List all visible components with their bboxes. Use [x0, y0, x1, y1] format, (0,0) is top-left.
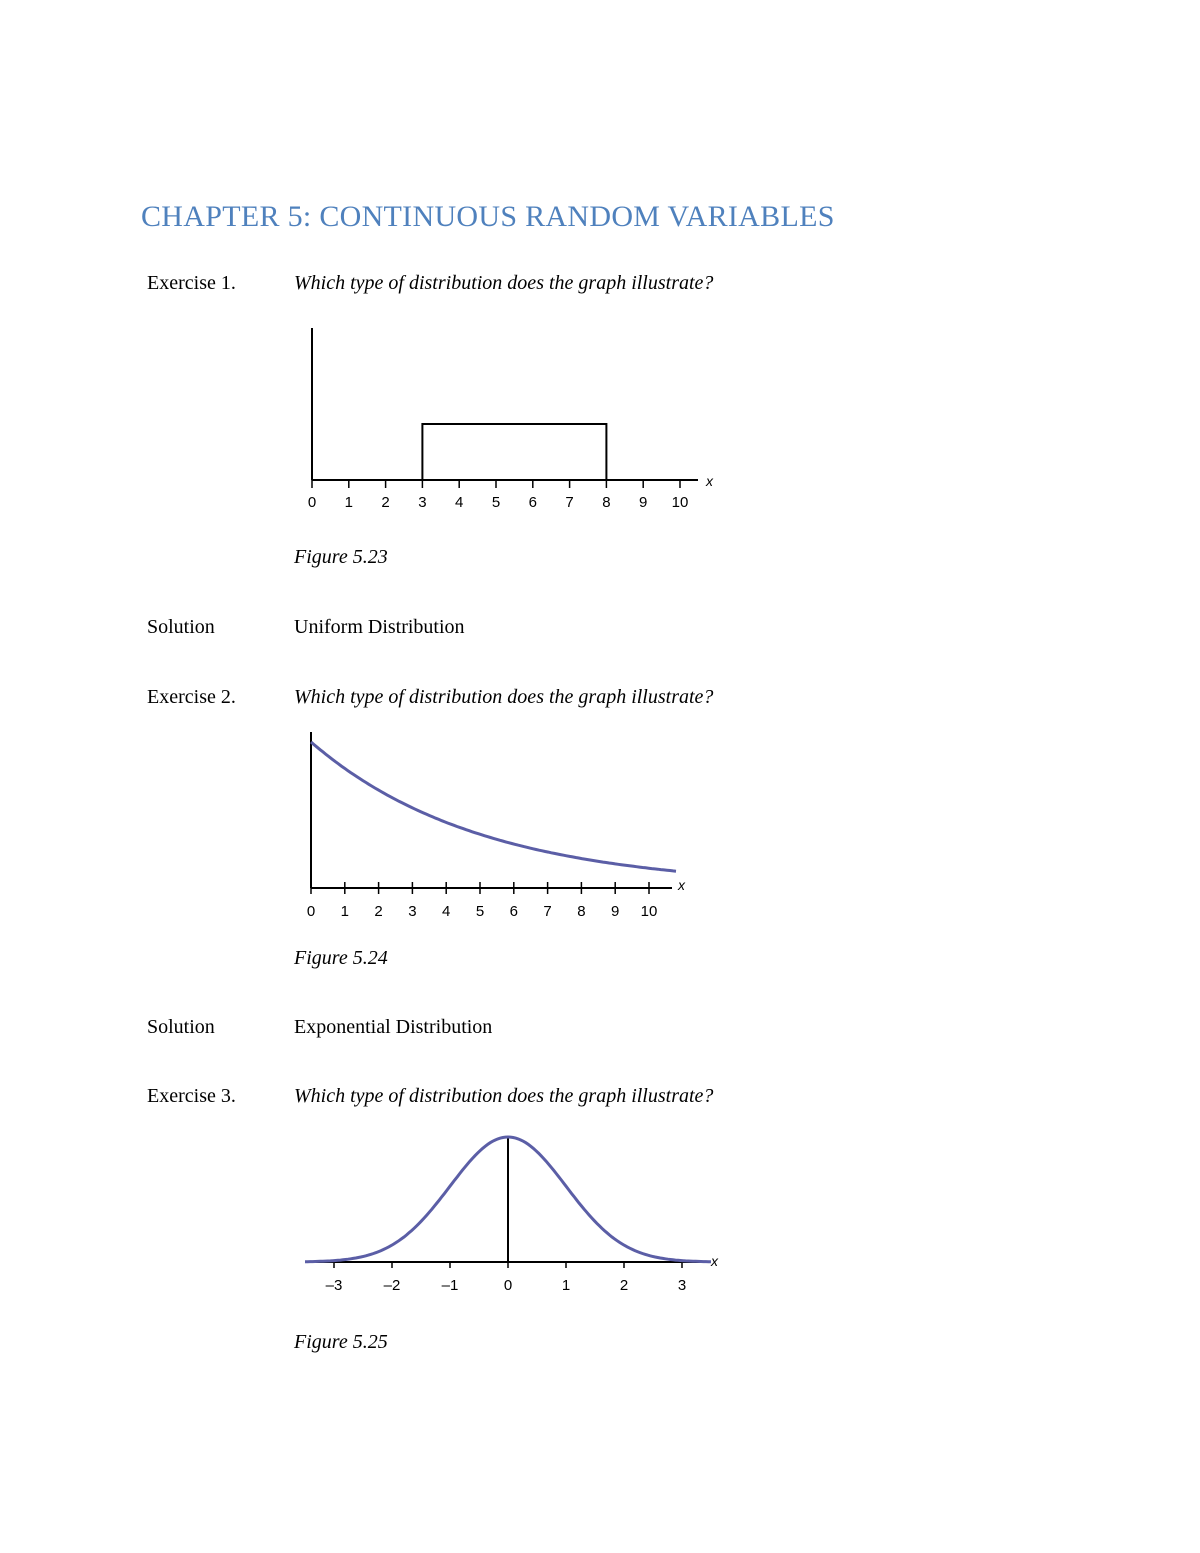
- x-tick-label: 5: [475, 903, 485, 920]
- x-axis-label: x: [706, 473, 713, 489]
- chapter-heading: CHAPTER 5: CONTINUOUS RANDOM VARIABLES: [141, 200, 835, 233]
- x-tick-label: 2: [381, 494, 390, 511]
- x-tick-label: 3: [408, 903, 417, 920]
- x-tick-label: –3: [325, 1277, 343, 1294]
- figure-5-25-normal-chart: [290, 1126, 730, 1306]
- x-tick-label: 0: [307, 494, 317, 511]
- x-tick-label: 10: [671, 494, 689, 511]
- exponential-density-curve: [311, 742, 676, 871]
- x-tick-label: 9: [611, 903, 620, 920]
- x-axis-tick-labels: [307, 903, 658, 920]
- x-tick-label: 0: [503, 1277, 513, 1294]
- x-tick-label: 2: [374, 903, 383, 920]
- x-tick-label: –1: [441, 1277, 459, 1294]
- exercise-2-question: Which type of distribution does the graph illustrate?: [294, 686, 714, 708]
- x-tick-label: 2: [619, 1277, 629, 1294]
- x-axis-tick-labels: [308, 494, 689, 511]
- x-tick-label: 5: [491, 494, 501, 511]
- solution-2-answer: Exponential Distribution: [294, 1016, 493, 1038]
- x-tick-label: 4: [455, 494, 464, 511]
- x-tick-label: 1: [344, 494, 353, 511]
- x-tick-label: 4: [442, 903, 451, 920]
- figure-5-24-exponential-chart: [290, 726, 730, 926]
- x-tick-label: 8: [602, 494, 611, 511]
- solution-1-answer: Uniform Distribution: [294, 616, 465, 638]
- x-tick-label: 1: [561, 1277, 571, 1294]
- x-tick-label: 7: [565, 494, 574, 511]
- x-tick-label: –2: [383, 1277, 401, 1294]
- x-tick-label: 3: [677, 1277, 687, 1294]
- figure-5-23-caption: Figure 5.23: [294, 546, 388, 568]
- x-tick-label: 3: [418, 494, 427, 511]
- figure-5-23-uniform-chart: [290, 320, 730, 520]
- x-tick-label: 10: [640, 903, 658, 920]
- x-tick-label: 6: [509, 903, 518, 920]
- solution-1-label: Solution: [147, 616, 215, 638]
- figure-5-24-caption: Figure 5.24: [294, 947, 388, 969]
- x-axis-ticks: [312, 480, 680, 488]
- x-axis-label: x: [678, 877, 685, 893]
- exercise-1-question: Which type of distribution does the graph illustrate?: [294, 272, 714, 294]
- exercise-1-label: Exercise 1.: [147, 272, 236, 294]
- exercise-3-label: Exercise 3.: [147, 1085, 236, 1107]
- x-tick-label: 8: [577, 903, 586, 920]
- exercise-3-question: Which type of distribution does the graph illustrate?: [294, 1085, 714, 1107]
- x-tick-label: 0: [306, 903, 316, 920]
- x-axis-tick-labels: [326, 1277, 687, 1294]
- uniform-density-rectangle: [422, 424, 606, 480]
- x-tick-label: 9: [639, 494, 648, 511]
- x-tick-label: 7: [543, 903, 552, 920]
- x-tick-label: 6: [528, 494, 537, 511]
- solution-2-label: Solution: [147, 1016, 215, 1038]
- figure-5-25-caption: Figure 5.25: [294, 1331, 388, 1353]
- exercise-2-label: Exercise 2.: [147, 686, 236, 708]
- x-axis-label: x: [711, 1253, 718, 1269]
- x-tick-label: 1: [340, 903, 349, 920]
